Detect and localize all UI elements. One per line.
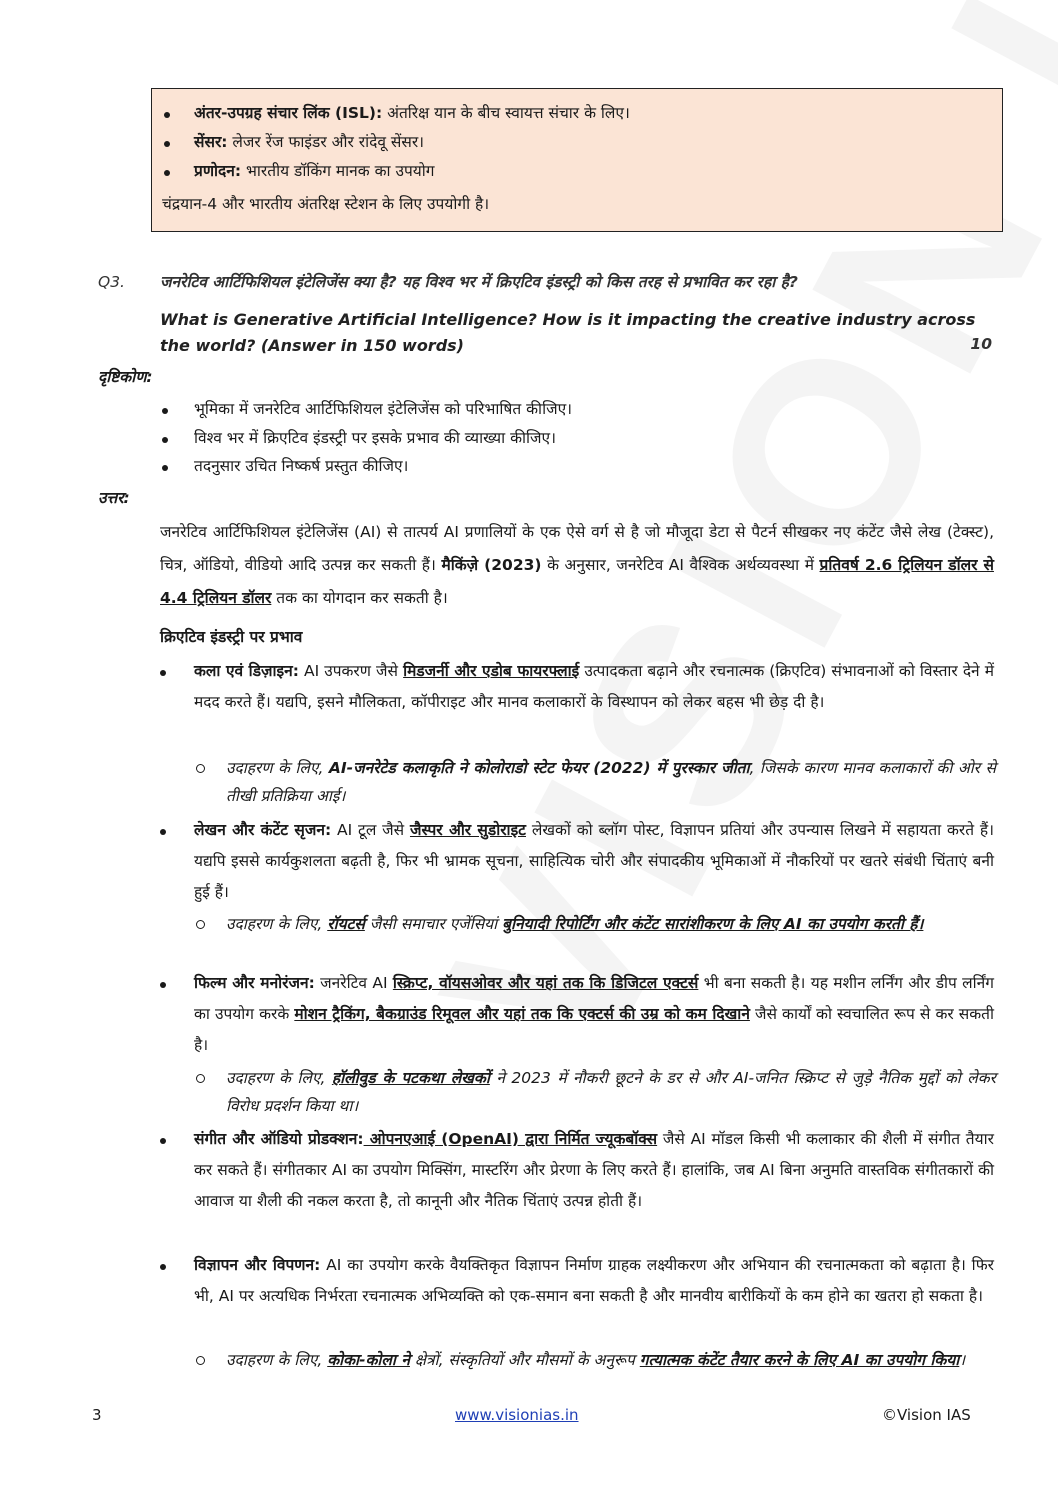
copyright: ©Vision IAS bbox=[882, 1406, 971, 1424]
circle-bullet-icon bbox=[196, 920, 205, 929]
question-number: Q3. bbox=[98, 273, 125, 291]
impact-ads: विज्ञापन और विपणन: AI का उपयोग करके वैयक्तिकृत विज्ञापन निर्माण ग्राहक लक्ष्यीकरण और अभियान की रचनात्मकता को बढ़ाता है। फिर भी, AI पर अत्यधिक निर्भरता रचनात्मक अभिव्यक्ति को एक-समान बना सकती है और मानवीय बारीकियों के कम होने का खतरा हो सकता है। bbox=[194, 1250, 994, 1312]
bullet-icon bbox=[160, 829, 166, 835]
question-marks: 10 bbox=[970, 335, 992, 353]
circle-bullet-icon bbox=[196, 764, 205, 773]
bullet-icon bbox=[162, 408, 168, 414]
bullet-icon bbox=[162, 437, 168, 443]
section-heading: क्रिएटिव इंडस्ट्री पर प्रभाव bbox=[160, 628, 303, 646]
item-term: प्रणोदन: bbox=[194, 162, 242, 180]
bullet-icon bbox=[160, 1138, 166, 1144]
website-link[interactable]: www.visionias.in bbox=[455, 1406, 579, 1424]
list-item bbox=[162, 128, 990, 157]
page-number: 3 bbox=[92, 1406, 102, 1424]
item-term: सेंसर: bbox=[194, 133, 228, 151]
item-text: अंतरिक्ष यान के बीच स्वायत्त संचार के लिए। bbox=[382, 104, 630, 122]
bullet-icon bbox=[164, 141, 170, 147]
bullet-icon bbox=[160, 1264, 166, 1270]
bullet-icon bbox=[164, 170, 170, 176]
bullet-icon bbox=[160, 982, 166, 988]
item-text: लेजर रेंज फाइंडर और रांदेवू सेंसर। bbox=[227, 133, 425, 151]
answer-label: उत्तर: bbox=[98, 489, 130, 507]
impact-ads-example: उदाहरण के लिए, कोका-कोला ने क्षेत्रों, संस्कृतियों और मौसमों के अनुरूप गत्यात्मक कंटेंट तैयार करने के लिए AI का उपयोग किया। bbox=[226, 1346, 996, 1374]
list-item bbox=[162, 99, 990, 128]
circle-bullet-icon bbox=[196, 1074, 205, 1083]
item-text: भारतीय डॉकिंग मानक का उपयोग bbox=[241, 162, 435, 180]
impact-music: संगीत और ऑडियो प्रोडक्शन: ओपनएआई (OpenAI) द्वारा निर्मित ज्यूकबॉक्स जैसे AI मॉडल किसी भी कलाकार की शैली में संगीत तैयार कर सकते हैं। संगीतकार AI का उपयोग मिक्सिंग, मास्टरिंग और प्रेरणा के लिए करते हैं। हालांकि, जब AI बिना अनुमति वास्तविक संगीतकारों की आवाज या शैली की नकल करता है, तो कानूनी और नैतिक चिंताएं उत्पन्न होती हैं। bbox=[194, 1124, 994, 1217]
impact-film-example: उदाहरण के लिए, हॉलीवुड के पटकथा लेखकों ने 2023 में नौकरी छूटने के डर से और AI-जनित स्क्रिप्ट से जुड़े नैतिक मुद्दों को लेकर विरोध प्रदर्शन किया था। bbox=[226, 1064, 996, 1120]
approach-label: दृष्टिकोण: bbox=[98, 368, 153, 386]
question-english: What is Generative Artificial Intelligence? How is it impacting the creative industry across the world? (Answer in 150 words) bbox=[160, 310, 976, 355]
impact-art-example: उदाहरण के लिए, AI-जनरेटेड कलाकृति ने कोलोराडो स्टेट फेयर (2022) में पुरस्कार जीता, जिसके कारण मानव कलाकारों की ओर से तीखी प्रतिक्रिया आई। bbox=[226, 754, 996, 810]
info-box bbox=[151, 88, 1003, 232]
list-item bbox=[162, 157, 990, 186]
impact-film: फिल्म और मनोरंजन: जनरेटिव AI स्क्रिप्ट, वॉयसओवर और यहां तक कि डिजिटल एक्टर्स भी बना सकती है। यह मशीन लर्निंग और डीप लर्निंग का उपयोग करके मोशन ट्रैकिंग, बैकग्राउंड रिमूवल और यहां तक कि एक्टर्स की उम्र को कम दिखाने जैसे कार्यों को स्वचालित रूप से कर सकती है। bbox=[194, 968, 994, 1061]
impact-art: कला एवं डिज़ाइन: AI उपकरण जैसे मिडजर्नी और एडोब फायरफ्लाई उत्पादकता बढ़ाने और रचनात्मक (क्रिएटिव) संभावनाओं को विस्तार देने में मदद करते हैं। यद्यपि, इसने मौलिकता, कॉपीराइट और मानव कलाकारों के विस्थापन को लेकर बहस भी छेड़ दी है। bbox=[194, 656, 994, 718]
info-box-note: चंद्रयान-4 और भारतीय अंतरिक्ष स्टेशन के लिए उपयोगी है। bbox=[162, 195, 490, 213]
bullet-icon bbox=[162, 465, 168, 471]
item-term: अंतर-उपग्रह संचार लिंक (ISL): bbox=[194, 104, 383, 122]
bullet-icon bbox=[160, 670, 166, 676]
info-box-list bbox=[162, 99, 990, 186]
question-hindi: जनरेटिव आर्टिफिशियल इंटेलिजेंस क्या है? यह विश्व भर में क्रिएटिव इंडस्ट्री को किस तरह से प्रभावित कर रहा है? bbox=[160, 273, 798, 291]
answer-intro: जनरेटिव आर्टिफिशियल इंटेलिजेंस (AI) से तात्पर्य AI प्रणालियों के एक ऐसे वर्ग से है जो मौजूदा डेटा से पैटर्न सीखकर नए कंटेंट जैसे लेख (टेक्स्ट), चित्र, ऑडियो, वीडियो आदि उत्पन्न कर सकती हैं। मैकिंज़े (2023) के अनुसार, जनरेटिव AI वैश्विक अर्थव्यवस्था में प्रतिवर्ष 2.6 ट्रिलियन डॉलर से 4.4 ट्रिलियन डॉलर तक का योगदान कर सकती है। bbox=[160, 523, 994, 607]
circle-bullet-icon bbox=[196, 1356, 205, 1365]
impact-writing: लेखन और कंटेंट सृजन: AI टूल जैसे जैस्पर और सुडोराइट लेखकों को ब्लॉग पोस्ट, विज्ञापन प्रतियां और उपन्यास लिखने में सहायता करते हैं। यद्यपि इससे कार्यकुशलता बढ़ती है, फिर भी भ्रामक सूचना, साहित्यिक चोरी और संपादकीय भूमिकाओं में नौकरियों पर खतरे संबंधी चिंताएं बनी हुई हैं। bbox=[194, 815, 994, 908]
impact-writing-example: उदाहरण के लिए, रॉयटर्स जैसी समाचार एजेंसियां बुनियादी रिपोर्टिंग और कंटेंट सारांशीकरण के लिए AI का उपयोग करती हैं। bbox=[226, 910, 996, 938]
bullet-icon bbox=[164, 112, 170, 118]
